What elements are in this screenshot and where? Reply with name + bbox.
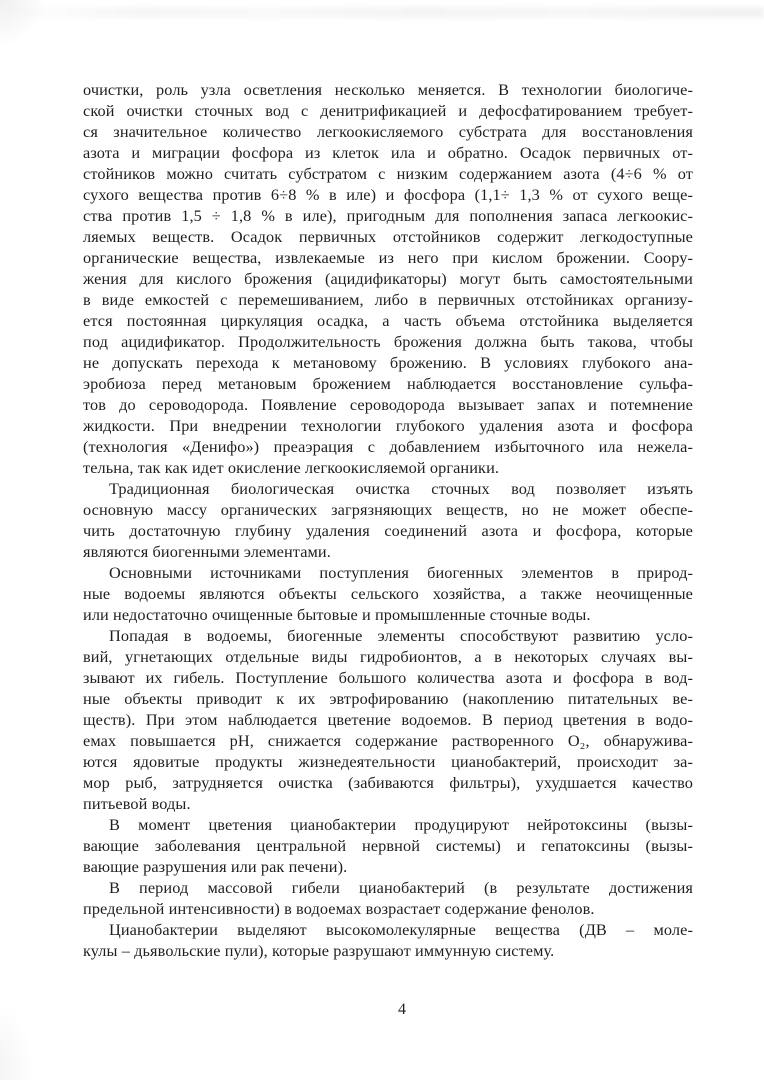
paragraph [83, 877, 693, 919]
text-line: стойников можно считать субстратом с низким содержанием азота (4÷6 % от [83, 164, 693, 183]
text-line: вающие заболевания центральной нервной системы) и гепатоксины (вызы- [83, 836, 693, 855]
text-line: Основными источниками поступления биогенных элементов в природ- [109, 563, 693, 582]
paragraph [83, 478, 693, 562]
text-line: Цианобактерии выделяют высокомолекулярные вещества (ДВ – моле- [109, 920, 693, 939]
text-line: В момент цветения цианобактерии продуцируют нейротоксины (вызы- [109, 815, 693, 834]
text-line: эробиоза перед метановым брожением наблюдается восстановление сульфа- [83, 374, 693, 393]
text-line: вий, угнетающих отдельные виды гидробионтов, а в некоторых случаях вы- [83, 647, 693, 666]
scan-artifact-top-left [0, 0, 52, 52]
text-line: Традиционная биологическая очистка сточных вод позволяет изъять [109, 479, 693, 498]
paragraph [83, 625, 693, 814]
page-text [83, 79, 693, 961]
text-line: не допускать перехода к метановому брожению. В условиях глубокого ана- [83, 353, 693, 372]
text-line: азота и миграции фосфора из клеток ила и обратно. Осадок первичных от- [83, 143, 693, 162]
text-line: сухого вещества против 6÷8 % в иле) и фосфора (1,1÷ 1,3 % от сухого веще- [83, 185, 693, 204]
text-line: очистки, роль узла осветления несколько меняется. В технологии биологиче- [83, 80, 693, 99]
text-line: жения для кислого брожения (ацидификаторы) могут быть самостоятельными [83, 269, 693, 288]
paragraph [83, 919, 693, 961]
text-line: органические вещества, извлекаемые из него при кислом брожении. Соору- [83, 248, 693, 267]
text-line: ные водоемы являются объекты сельского хозяйства, а также неочищенные [83, 584, 693, 603]
text-line: ются ядовитые продукты жизнедеятельности цианобактерий, происходит за- [83, 752, 693, 771]
text-line: питьевой воды. [83, 794, 191, 813]
paragraph [83, 79, 693, 478]
text-line: основную массу органических загрязняющих веществ, но не может обеспе- [83, 500, 693, 519]
scan-artifact-top [0, 7, 764, 18]
text-line: в виде емкостей с перемешиванием, либо в первичных отстойниках организу- [83, 290, 693, 309]
text-line: вающие разрушения или рак печени). [83, 857, 348, 876]
text-line: чить достаточную глубину удаления соединений азота и фосфора, которые [83, 521, 693, 540]
paragraph [83, 562, 693, 625]
text-line: ется постоянная циркуляция осадка, а часть объема отстойника выделяется [83, 311, 693, 330]
paragraph [83, 814, 693, 877]
text-line: являются биогенными элементами. [83, 542, 331, 561]
text-line: Попадая в водоемы, биогенные элементы способствуют развитию усло- [109, 626, 693, 645]
text-line: или недостаточно очищенные бытовые и промышленные сточные воды. [83, 605, 591, 624]
text-line: емах повышается pH, снижается содержание растворенного O₂, обнаружива- [83, 731, 693, 750]
text-line: тов до сероводорода. Появление сероводорода вызывает запах и потемнение [83, 395, 693, 414]
text-line: ные объекты приводит к их эвтрофированию (накоплению питательных ве- [83, 689, 693, 708]
text-line: предельной интенсивности) в водоемах возрастает содержание фенолов. [83, 899, 595, 918]
text-line: ства против 1,5 ÷ 1,8 % в иле), пригодным для пополнения запаса легкоокис- [83, 206, 693, 225]
text-line: (технология «Денифо») преаэрация с добавлением избыточного ила нежела- [83, 437, 693, 456]
text-line: ся значительное количество легкоокисляемого субстрата для восстановления [83, 122, 693, 141]
text-line: В период массовой гибели цианобактерий (в результате достижения [109, 878, 693, 897]
page-number: 4 [398, 1001, 406, 1018]
text-line: жидкости. При внедрении технологии глубокого удаления азота и фосфора [83, 416, 693, 435]
text-line: ществ). При этом наблюдается цветение водоемов. В период цветения в водо- [83, 710, 693, 729]
text-line: зывают их гибель. Поступление большого количества азота и фосфора в вод- [83, 668, 693, 687]
text-line: кулы – дьявольские пули), которые разрушают иммунную систему. [83, 941, 555, 960]
text-line: тельна, так как идет окисление легкоокисляемой органики. [83, 458, 500, 477]
text-line: под ацидификатор. Продолжительность брожения должна быть такова, чтобы [83, 332, 693, 351]
text-line: ляемых веществ. Осадок первичных отстойников содержит легкодоступные [83, 227, 693, 246]
text-line: мор рыб, затрудняется очистка (забиваются фильтры), ухудшается качество [83, 773, 693, 792]
scan-artifact-bottom-left [0, 1000, 36, 1080]
text-line: ской очистки сточных вод с денитрификацией и дефосфатированием требует- [83, 101, 693, 120]
